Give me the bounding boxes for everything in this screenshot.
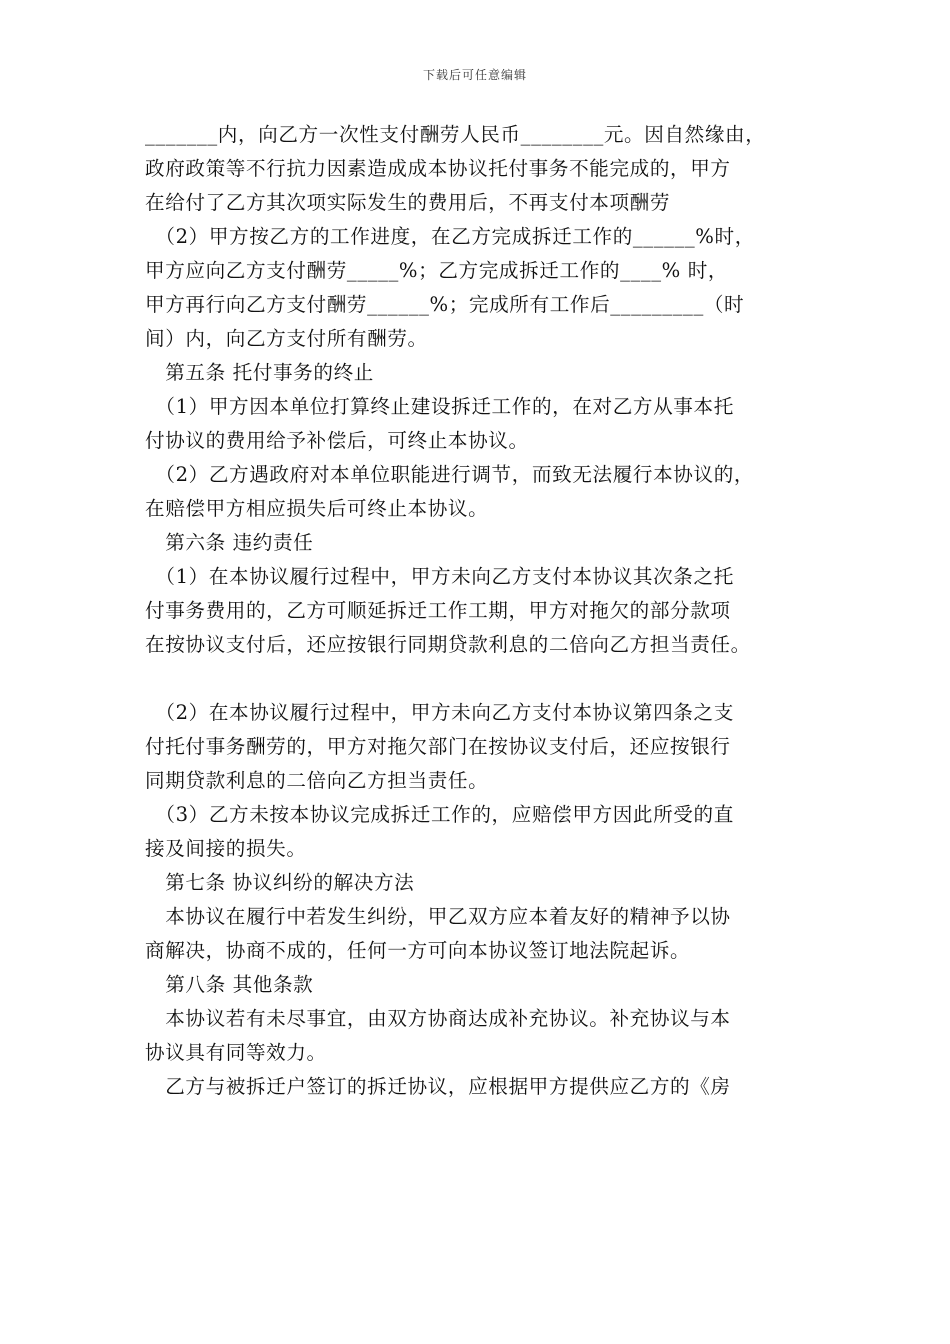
text-line: （2）甲方按乙方的工作进度，在乙方完成拆迁工作的______%时，	[145, 225, 755, 248]
text-line: 在给付了乙方其次项实际发生的费用后，不再支付本项酬劳	[145, 191, 671, 214]
text-line: 乙方与被拆迁户签订的拆迁协议，应根据甲方提供应乙方的《房	[145, 1075, 731, 1098]
text-line: （1）在本协议履行过程中，甲方未向乙方支付本协议其次条之托	[145, 565, 734, 588]
text-line: 政府政策等不行抗力因素造成成本协议托付事务不能完成的，甲方	[145, 157, 731, 180]
text-line: 在按协议支付后，还应按银行同期贷款利息的二倍向乙方担当责任。	[145, 633, 751, 656]
text-line: （3）乙方未按本协议完成拆迁工作的，应赔偿甲方因此所受的直	[145, 803, 734, 826]
text-line: 同期贷款利息的二倍向乙方担当责任。	[145, 769, 489, 792]
text-line: 协议具有同等效力。	[145, 1041, 327, 1064]
text-line: 付托付事务酬劳的，甲方对拖欠部门在按协议支付后，还应按银行	[145, 735, 731, 758]
text-line: _______内，向乙方一次性支付酬劳人民币________元。因自然缘由，	[145, 123, 766, 146]
section-heading: 第八条 其他条款	[145, 973, 314, 996]
section-heading: 第七条 协议纠纷的解决方法	[145, 871, 415, 894]
text-line: 本协议若有未尽事宜，由双方协商达成补充协议。补充协议与本	[145, 1007, 731, 1030]
blank-line	[145, 662, 825, 696]
text-line: 本协议在履行中若发生纠纷，甲乙双方应本着友好的精神予以协	[145, 905, 731, 928]
text-line: （2）乙方遇政府对本单位职能进行调节，而致无法履行本协议的，	[145, 463, 755, 486]
text-line: 在赔偿甲方相应损失后可终止本协议。	[145, 497, 489, 520]
text-line: 接及间接的损失。	[145, 837, 307, 860]
text-line: 甲方应向乙方支付酬劳_____%；乙方完成拆迁工作的____% 时，	[145, 259, 729, 282]
text-line: 付协议的费用给予补偿后，可终止本协议。	[145, 429, 529, 452]
text-line: 间）内，向乙方支付所有酬劳。	[145, 327, 428, 350]
section-heading: 第五条 托付事务的终止	[145, 361, 374, 384]
text-line: （2）在本协议履行过程中，甲方未向乙方支付本协议第四条之支	[145, 701, 734, 724]
text-line: 甲方再行向乙方支付酬劳______%；完成所有工作后_________（时	[145, 293, 745, 316]
section-heading: 第六条 违约责任	[145, 531, 314, 554]
page-header: 下载后可任意编辑	[422, 68, 527, 82]
text-line: 付事务费用的，乙方可顺延拆迁工作工期，甲方对拖欠的部分款项	[145, 599, 731, 622]
text-line: 商解决，协商不成的，任何一方可向本协议签订地法院起诉。	[145, 939, 691, 962]
text-line: （1）甲方因本单位打算终止建设拆迁工作的，在对乙方从事本托	[145, 395, 734, 418]
document-body	[145, 118, 825, 1104]
